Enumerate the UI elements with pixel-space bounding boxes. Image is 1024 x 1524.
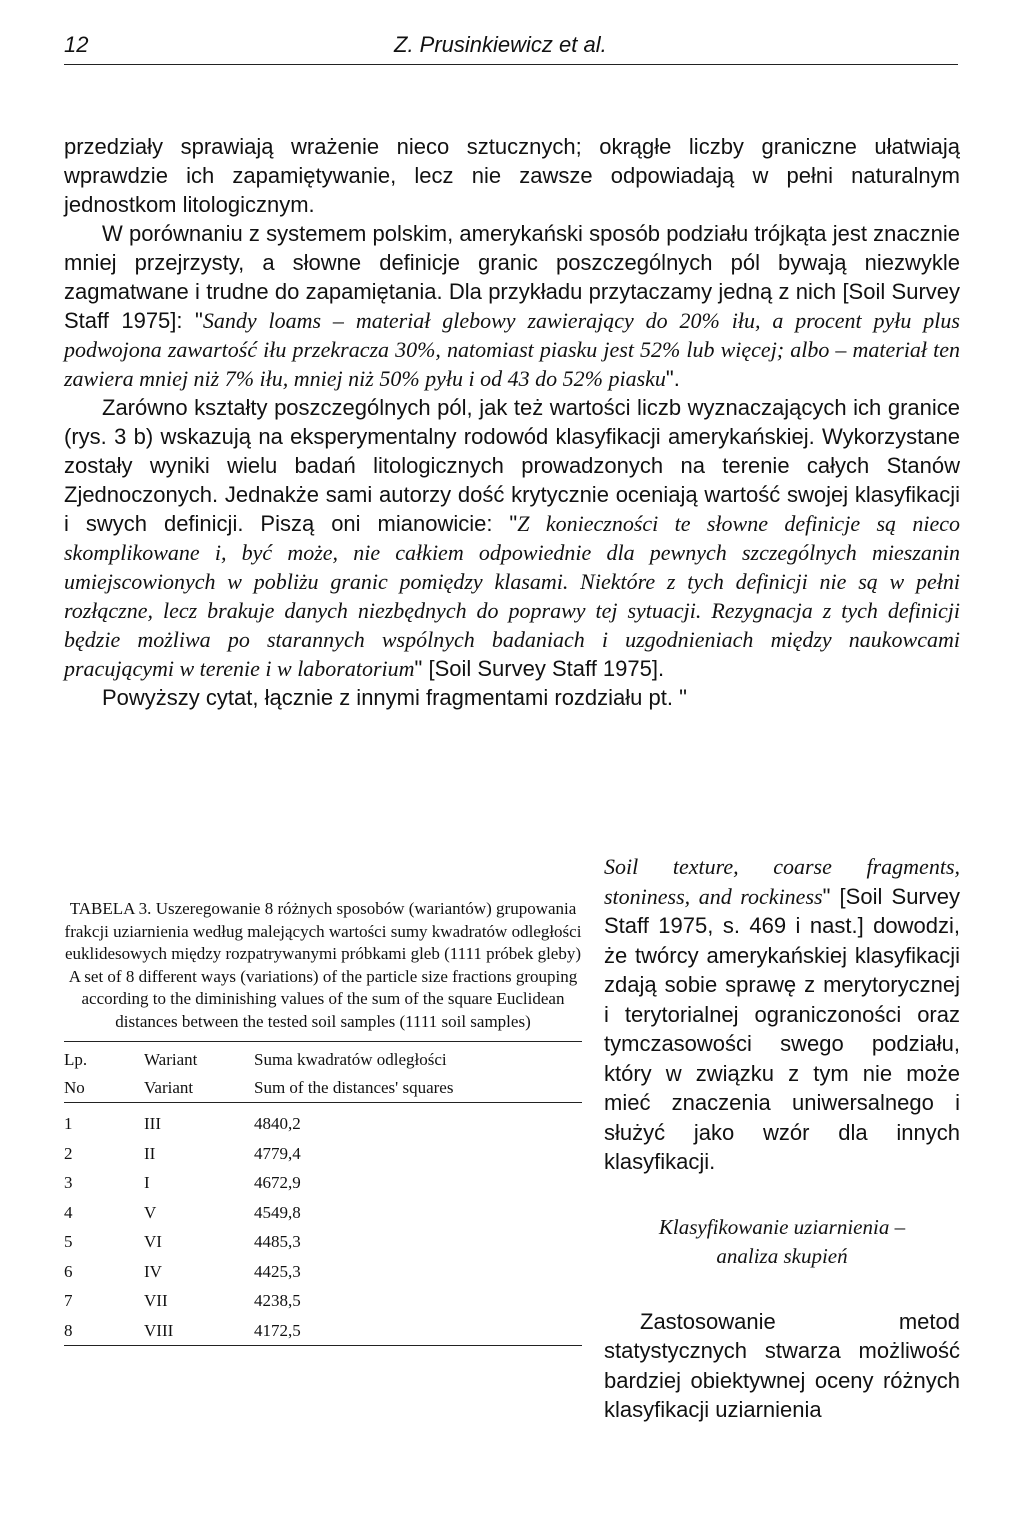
column-header-no-en: No [64, 1074, 144, 1103]
table-row [64, 1286, 582, 1316]
paragraph-1: przedziały sprawiają wrażenie nieco sztucznych; okrągłe liczby graniczne ułatwiają wprawdzie ich zapamiętywanie, lecz nie zawsze odpowiadają w pełni naturalnym jednostkom litologicznym. [64, 134, 960, 217]
paragraph-4-start: Powyższy cytat, łącznie z innymi fragmentami rozdziału pt. " [102, 685, 687, 710]
results-table [64, 1041, 582, 1346]
row-variant: III [144, 1114, 161, 1133]
main-text [64, 132, 960, 712]
paragraph-3-quote: Z konieczności te słowne definicje są nieco skomplikowane i, być może, nie całkiem odpowiednie dla pewnych szczególnych mieszanin umiejscowionych w pobliżu granic pomiędzy klasami. Niektóre z tych definicji nie są w pełni rozłączne, lecz brakuje danych niezbędnych do poprawy tej sytuacji. Rezygnacja z tych definicji będzie możliwa po starannych wspólnych badaniach i uzgodnieniach między naukowcami pracującymi w terenie i w laboratorium [64, 511, 961, 681]
table-caption-en: A set of 8 different ways (variations) of the particle size fractions grouping according to the diminishing values of the sum of the square Euclidean distances between the tested soil samples (1111 soil samples) [68, 966, 578, 1031]
paragraph-3-text-a: Zarówno kształty poszczególnych pól, jak też wartości liczb wyznaczających ich granice (rys. 3 b) wskazują na eksperymentalny rodowód klasyfikacji amerykańskiej. Wykorzystane zostały wyniki wielu badań litologicznych prowadzonych na terenie całych Stanów Zjednoczonych. Jednakże sami autorzy dość krytycznie oceniają wartość swojej klasyfikacji i swych definicji. Piszą oni mianowicie: " [64, 395, 960, 536]
table-block [64, 898, 582, 1346]
row-number: 6 [64, 1261, 73, 1281]
table-row [64, 1139, 582, 1169]
paragraph-2-text-b: ". [665, 366, 680, 391]
row-number: 2 [64, 1143, 73, 1163]
row-variant: IV [144, 1261, 162, 1281]
section-title-line-1: Klasyfikowanie uziarnienia – [658, 1214, 906, 1239]
paragraph-4-quote: Soil texture, coarse fragments, stoniness, and rockiness [604, 854, 960, 909]
row-sum: 4840,2 [254, 1114, 301, 1133]
row-variant: II [144, 1143, 156, 1163]
table-label: TABELA 3. [69, 899, 152, 918]
running-title: Z. Prusinkiewicz et al. [394, 32, 607, 57]
right-column-text [604, 852, 960, 1425]
row-variant: VII [144, 1291, 168, 1310]
row-number: 8 [64, 1316, 144, 1346]
paragraph-2 [64, 219, 960, 393]
paragraph-4-continuation [604, 852, 960, 1177]
table-header-row-pl [64, 1042, 582, 1075]
paragraph-2-quote: Sandy loams – materiał glebowy zawierający do 20% iłu, a procent pyłu plus podwojona zawartość iłu przekracza 30%, natomiast piasku jest 52% lub więcej; albo – materiał ten zawiera mniej niż 7% iłu, mniej niż 50% pyłu i od 43 do 52% piasku [64, 308, 960, 391]
table-row [64, 1227, 582, 1257]
table-row [64, 1103, 582, 1139]
table-row [64, 1257, 582, 1287]
row-variant: VIII [144, 1316, 254, 1346]
row-variant: V [144, 1202, 157, 1222]
row-sum: 4172,5 [254, 1316, 582, 1346]
table-row [64, 1316, 582, 1346]
column-header-sum-en: Sum of the distances' squares [254, 1074, 582, 1103]
paragraph-5: Zastosowanie metod statystycznych stwarza możliwość bardziej obiektywnej oceny różnych klasyfikacji uziarnienia [604, 1308, 960, 1422]
table-header-row-en [64, 1074, 582, 1103]
column-header-sum-pl: Suma kwadratów odległości [254, 1042, 582, 1075]
table-caption-pl: Uszeregowanie 8 różnych sposobów (wariantów) grupowania frakcji uziarnienia według malejących wartości sumy kwadratów odległości euklidesowych między rozpatrywanymi próbkami gleb (1111 próbek gleby) [64, 899, 582, 963]
row-sum: 4425,3 [254, 1261, 301, 1281]
row-number: 7 [64, 1291, 73, 1310]
row-sum: 4779,4 [254, 1143, 301, 1163]
paragraph-3 [64, 393, 960, 683]
row-number: 1 [64, 1114, 73, 1133]
row-number: 4 [64, 1202, 73, 1222]
row-number: 3 [64, 1173, 73, 1192]
section-title-line-2: analiza skupień [716, 1243, 848, 1268]
column-header-variant-en: Variant [144, 1074, 254, 1103]
row-variant: VI [144, 1232, 162, 1251]
row-variant: I [144, 1173, 150, 1192]
page-header [64, 30, 958, 65]
paragraph-4-text-b: " [Soil Survey Staff 1975, s. 469 i nast.] dowodzi, że twórcy amerykańskiej klasyfikacji zdają sobie sprawę z merytorycznej i terytorialnej ograniczoności oraz tymczasowości swego podziału, który w związku z tym nie może mieć znaczenia uniwersalnego i służyć jako wzór dla innych klasyfikacji. [604, 883, 960, 1174]
column-header-no-pl: Lp. [64, 1042, 144, 1075]
row-sum: 4485,3 [254, 1232, 301, 1251]
row-sum: 4672,9 [254, 1173, 301, 1192]
table-row [64, 1198, 582, 1228]
row-sum: 4238,5 [254, 1291, 301, 1310]
row-number: 5 [64, 1232, 73, 1251]
table-caption [64, 898, 582, 1033]
paragraph-2-text-a: W porównaniu z systemem polskim, amerykański sposób podziału trójkąta jest znacznie mniej przejrzysty, a słowne definicje granic poszczególnych pól bywają niezwykle zagmatwane i trudne do zapamiętania. Dla przykładu przytaczamy jedną z nich [Soil Survey Staff 1975]: " [64, 221, 960, 333]
section-title [604, 1213, 960, 1271]
row-sum: 4549,8 [254, 1202, 301, 1222]
column-header-variant-pl: Wariant [144, 1042, 254, 1075]
table-row [64, 1168, 582, 1198]
page-number: 12 [64, 32, 89, 57]
paragraph-3-text-b: " [Soil Survey Staff 1975]. [414, 656, 665, 681]
